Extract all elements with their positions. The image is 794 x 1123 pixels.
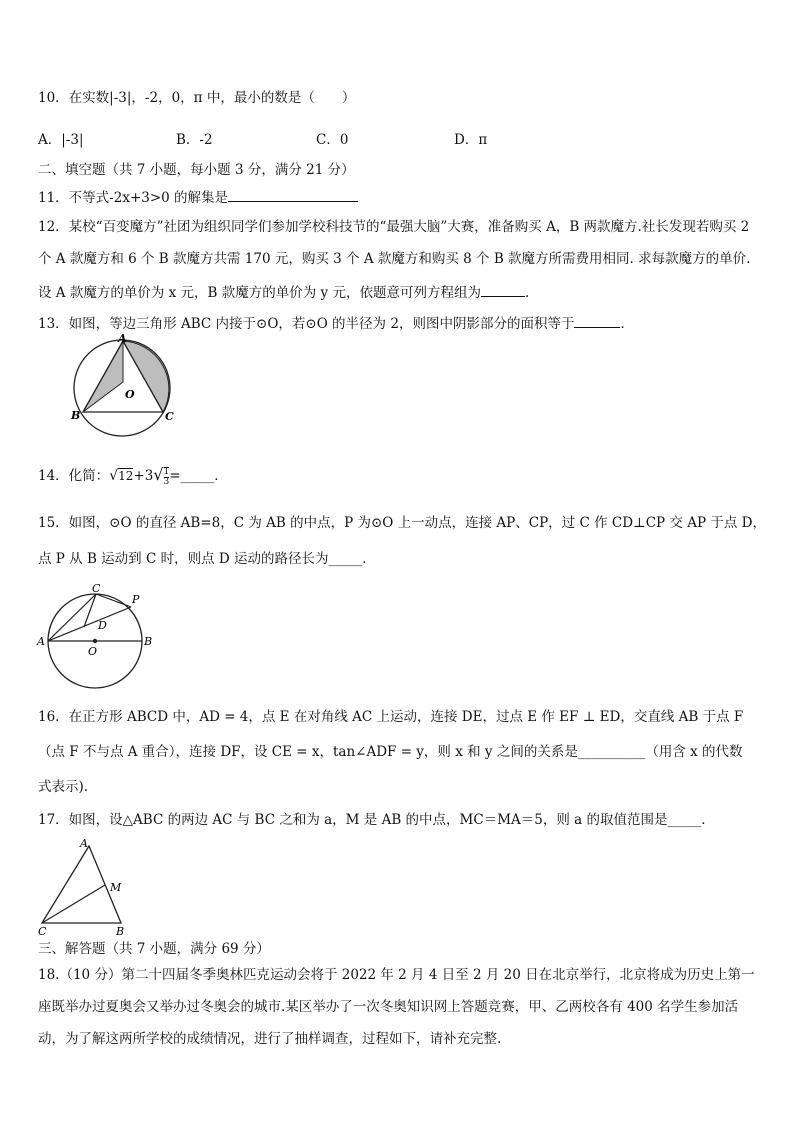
section-heading-fill-blank: 二、填空题（共 7 小题，每小题 3 分，满分 21 分） <box>38 162 355 178</box>
sqrt-sign: √ <box>109 468 119 484</box>
question-12-text: 设 A 款魔方的单价为 x 元，B 款魔方的单价为 y 元，依题意可列方程组为 <box>38 285 481 301</box>
question-10-stem: 10．在实数|-3|，-2，0，π 中，最小的数是（ ） <box>38 90 356 106</box>
question-14-prefix: 14．化简： <box>38 468 110 484</box>
label-d: D <box>98 619 107 632</box>
center-point <box>93 639 97 643</box>
figure-15-circle <box>34 580 160 692</box>
question-16-line-2: （点 F 不与点 A 重合），连接 DF，设 CE = x，tan∠ADF = y，则 x 和 y 之间的关系是__________（用含 x 的代数 <box>38 744 743 760</box>
label-a: A <box>118 332 127 345</box>
radicand-12: 12 <box>118 469 134 483</box>
label-b: B <box>71 409 81 422</box>
question-18-line-3: 动，为了解这两所学校的成绩情况，进行了抽样调查，过程如下，请补充完整. <box>38 1031 502 1047</box>
label-a: A <box>80 837 88 850</box>
option-c: C．0 <box>316 132 349 148</box>
question-14-suffix: =_____． <box>169 468 228 484</box>
period: . <box>524 285 530 301</box>
median-cm <box>42 885 105 923</box>
question-16-line-3: 式表示). <box>38 779 89 795</box>
figure-17-triangle <box>34 834 134 938</box>
plus-three: +3 <box>133 468 154 484</box>
answer-blank <box>228 187 358 202</box>
question-18-line-1: 18.（10 分）第二十四届冬季奥林匹克运动会将于 2022 年 2 月 4 日至 2 月 20 日在北京举行，北京将成为历史上第一 <box>38 967 755 983</box>
label-m: M <box>110 881 122 894</box>
label-o: O <box>125 388 135 401</box>
label-a: A <box>37 635 45 648</box>
question-12-line-3 <box>38 282 764 302</box>
label-b: B <box>116 925 125 938</box>
option-a: A．|-3| <box>38 132 84 148</box>
question-17: 17．如图，设△ABC 的两边 AC 与 BC 之和为 a，M 是 AB 的中点，MC＝MA＝5，则 a 的取值范围是_____． <box>38 812 715 828</box>
label-c: C <box>92 582 101 595</box>
question-18-line-2: 座既举办过夏奥会又举办过冬奥会的城市.某区举办了一次冬奥知识网上答题竞赛，甲、乙两校各有 400 名学生参加活 <box>38 999 739 1015</box>
denominator: 3 <box>163 476 170 487</box>
question-11 <box>38 187 764 207</box>
question-15-line-2: 点 P 从 B 运动到 C 时，则点 D 运动的路径长为_____． <box>38 551 376 567</box>
numerator: 1 <box>163 466 170 477</box>
option-b: B．-2 <box>176 132 213 148</box>
answer-blank <box>481 282 525 297</box>
question-13 <box>38 313 764 333</box>
label-c: C <box>165 410 174 423</box>
question-15-line-1: 15．如图，⊙O 的直径 AB=8，C 为 AB 的中点，P 为⊙O 上一动点，连接 AP、CP，过 C 作 CD⊥CP 交 AP 于点 D， <box>38 515 766 531</box>
option-d: D．π <box>454 132 488 148</box>
shaded-segment <box>123 341 169 412</box>
label-b: B <box>144 635 153 648</box>
question-12-line-2: 个 A 款魔方和 6 个 B 款魔方共需 170 元，购买 3 个 A 款魔方和购买 8 个 B 款魔方所需费用相同. 求每款魔方的单价. <box>38 251 751 267</box>
period: ． <box>620 316 634 332</box>
segment-cp <box>96 594 131 607</box>
question-12-line-1: 12．某校“百变魔方”社团为组织同学们参加学校科技节的“最强大脑”大赛，准备购买 A，B 两款魔方.社长发现若购买 2 <box>38 219 750 235</box>
label-c: C <box>38 925 47 938</box>
segment-ac <box>48 594 96 641</box>
answer-blank <box>574 313 620 328</box>
figure-13-circle-triangle <box>66 332 176 444</box>
question-16-line-1: 16．在正方形 ABCD 中，AD = 4，点 E 在对角线 AC 上运动，连接 DE，过点 E 作 EF ⊥ ED，交直线 AB 于点 F <box>38 709 744 725</box>
sqrt-sign: √ <box>153 465 164 484</box>
section-heading-solution: 三、解答题（共 7 小题，满分 69 分） <box>38 941 270 957</box>
label-o: O <box>88 645 98 658</box>
question-14 <box>38 466 764 487</box>
question-11-stem: 11．不等式-2x+3>0 的解集是 <box>38 190 229 206</box>
question-13-stem: 13．如图，等边三角形 ABC 内接于⊙O，若⊙O 的半径为 2，则图中阴影部分的面积等于 <box>38 316 575 332</box>
label-p: P <box>132 593 140 606</box>
